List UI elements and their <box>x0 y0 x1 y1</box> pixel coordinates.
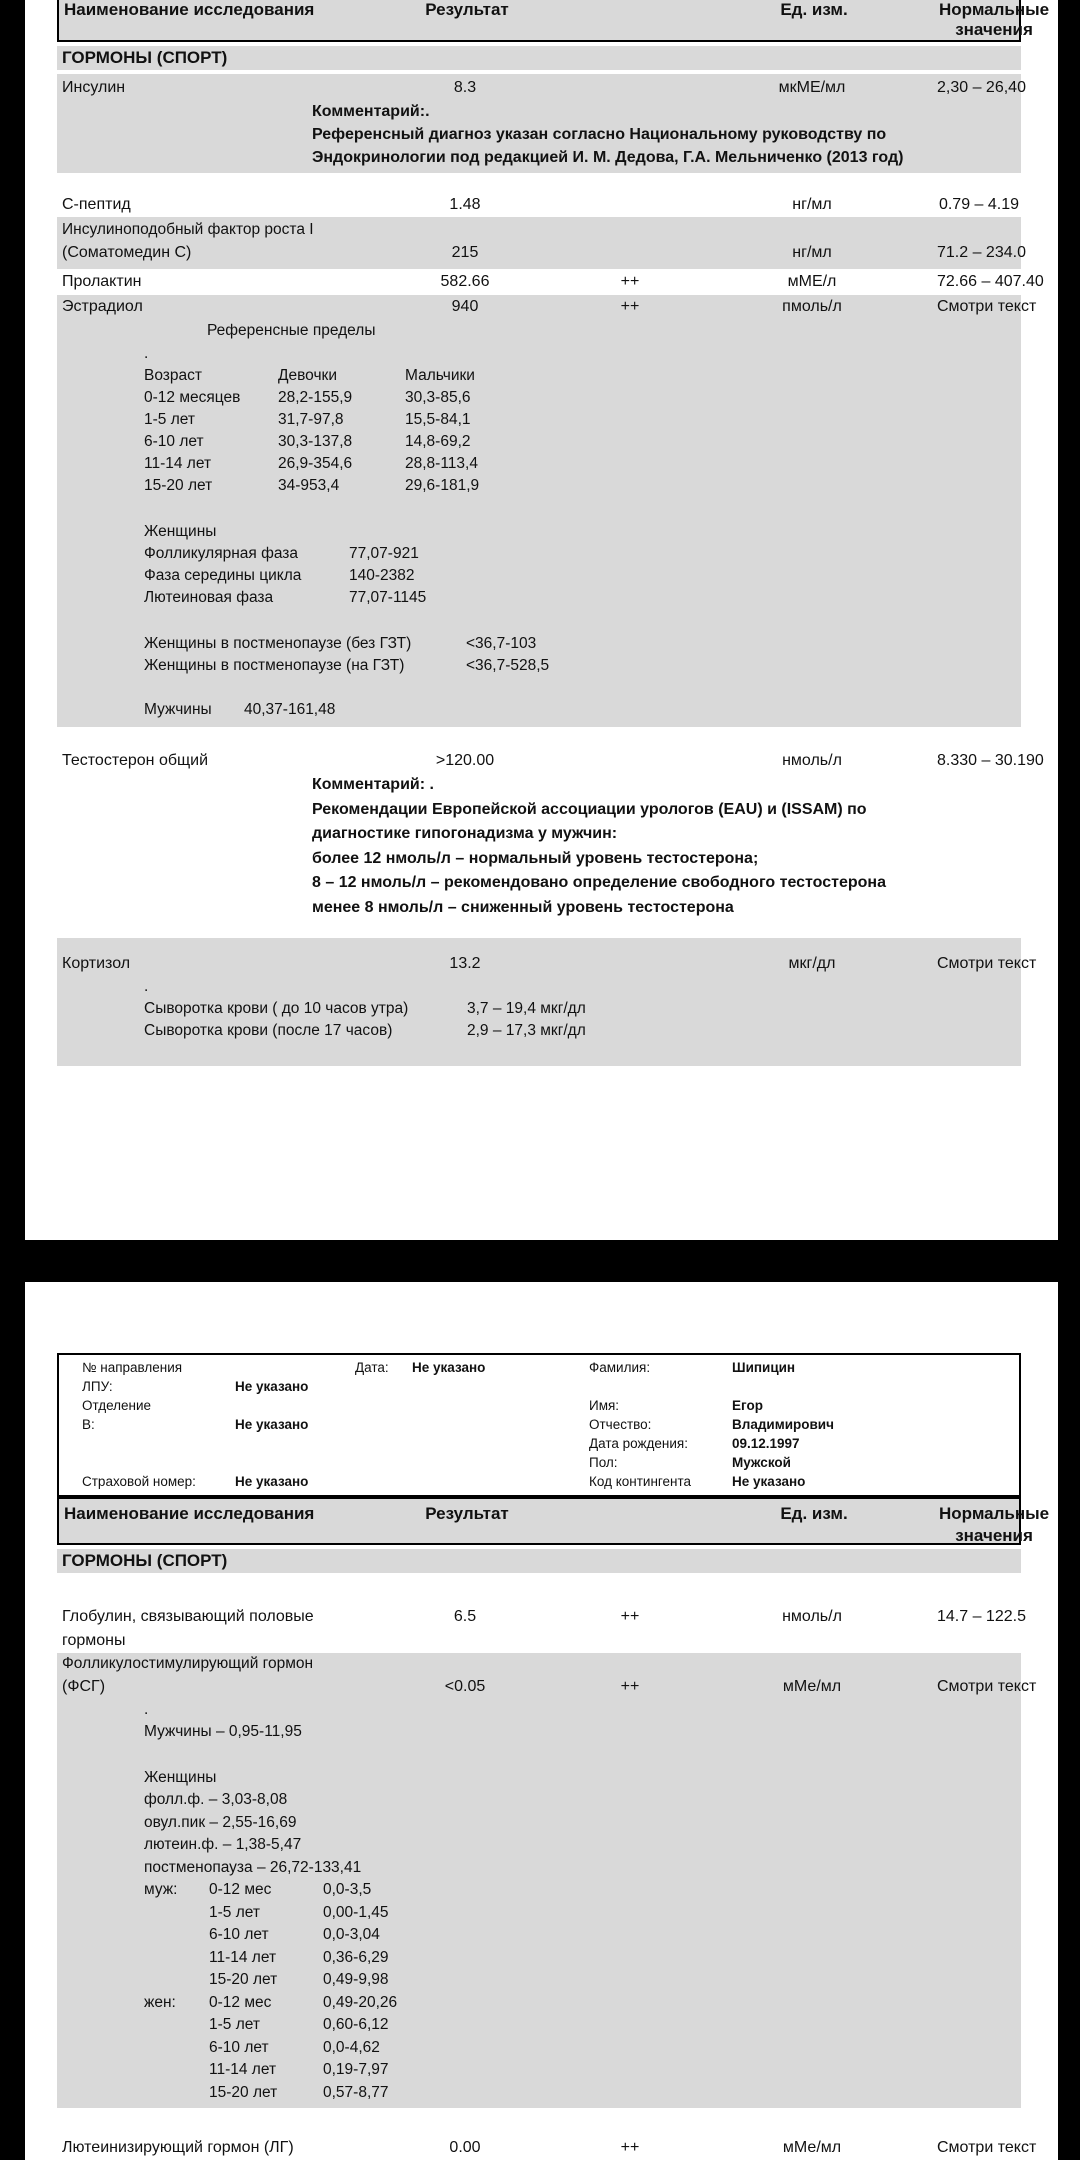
test-flag <box>573 76 687 100</box>
result-row-fsh <box>57 1675 1037 1699</box>
phase-label: Фолликулярная фаза <box>144 545 299 562</box>
age: 0-12 мес <box>209 1881 272 1898</box>
range: 0,60-6,12 <box>323 2016 389 2033</box>
age-ref-row <box>144 1924 1021 1947</box>
test-name-line1: Фолликулостимулирующий гормон <box>62 1655 314 1672</box>
result-block-estradiol <box>57 295 1037 727</box>
surname-value: Шипицин <box>732 1360 796 1375</box>
test-flag: ++ <box>620 273 640 290</box>
patient-row <box>59 1434 1019 1453</box>
women-ref-line: лютеин.ф. – 1,38-5,47 <box>144 1836 302 1853</box>
table-column-header <box>57 1497 1050 1545</box>
test-name: Пролактин <box>62 273 142 290</box>
age: 1-5 лет <box>209 2016 260 2033</box>
test-name: Эстрадиол <box>62 298 143 315</box>
age: 11-14 лет <box>144 455 212 472</box>
result-row-estradiol <box>57 295 1037 319</box>
col-header-result: Результат <box>425 1504 509 1523</box>
age-table-row <box>144 409 1021 431</box>
patient-row <box>59 1358 1019 1377</box>
sex-prefix <box>144 2037 209 2060</box>
dot-line: . <box>144 345 149 362</box>
test-units: мкг/дл <box>788 955 836 972</box>
age: 15-20 лет <box>144 477 213 494</box>
reference-title: Референсные пределы <box>207 322 376 339</box>
col-header-flag <box>575 0 689 40</box>
test-name-line2: (Соматомедин С) <box>62 244 192 261</box>
age: 15-20 лет <box>209 1971 278 1988</box>
age-ref-row <box>144 1992 1021 2015</box>
age-ref-row <box>144 1947 1021 1970</box>
col-header-flag <box>575 1503 689 1547</box>
age-table-row <box>144 475 1021 497</box>
range: 0,0-3,04 <box>323 1926 380 1943</box>
comment-line: Референсный диагноз указан согласно Национальному руководству по <box>312 126 887 143</box>
test-normal: 0.79 – 4.19 <box>938 196 1020 213</box>
test-result: 582.66 <box>440 273 490 290</box>
patient-row <box>59 1415 1019 1434</box>
test-name: Лютеинизирующий гормон (ЛГ) <box>62 2139 294 2156</box>
boys-range: 29,6-181,9 <box>405 477 480 494</box>
result-block-cortisol <box>57 938 1037 1066</box>
girls-range: 34-953,4 <box>278 477 340 494</box>
age-table-header <box>144 365 1021 387</box>
table-header-row <box>59 1503 1050 1547</box>
age: 15-20 лет <box>209 2083 278 2101</box>
sex-prefix: жен: <box>144 1993 176 2011</box>
surname-label: Фамилия: <box>589 1360 651 1375</box>
serum-ref-row <box>144 1020 1021 1042</box>
sex-prefix <box>144 2014 209 2037</box>
section-header: ГОРМОНЫ (СПОРТ) <box>57 46 1021 70</box>
postmeno-range: <36,7-528,5 <box>466 657 550 674</box>
test-flag: ++ <box>620 1608 640 1625</box>
comment-line: Рекомендации Европейской ассоциации урологов (EAU) и (ISSAM) по <box>312 800 867 818</box>
col-header-normal <box>939 1503 1049 1547</box>
age-table-row <box>144 453 1021 475</box>
range: 0,0-4,62 <box>323 2038 380 2056</box>
col-header-name: Наименование исследования <box>64 0 315 19</box>
col-header-normal <box>939 0 1049 40</box>
girls-range: 30,3-137,8 <box>278 433 353 450</box>
referral-number-label: № направления <box>82 1360 183 1375</box>
test-normal: 14.7 – 122.5 <box>937 1608 1026 1625</box>
test-name-line2: (ФСГ) <box>62 1678 106 1695</box>
test-units: нг/мл <box>792 196 832 213</box>
department-label: Отделение <box>82 1398 152 1413</box>
result-row-testosterone <box>57 749 1044 773</box>
age-ref-row <box>144 1879 1021 1902</box>
patient-row <box>59 1453 1019 1472</box>
col-header-result: Результат <box>425 0 509 19</box>
patient-info-box <box>57 1353 1021 1497</box>
age: 0-12 месяцев <box>144 389 241 406</box>
test-flag <box>573 952 687 976</box>
result-block-fsh <box>57 1653 1037 2108</box>
range: 0,49-20,26 <box>323 1993 398 2011</box>
doctor-label: В: <box>82 1417 95 1432</box>
firstname-label: Имя: <box>589 1398 620 1413</box>
women-ref-line: фолл.ф. – 3,03-8,08 <box>144 1791 288 1808</box>
testosterone-comment <box>312 773 1021 920</box>
spacer <box>57 677 1021 699</box>
col-header-units: Ед. изм. <box>780 1504 848 1523</box>
test-result: >120.00 <box>435 752 495 769</box>
firstname-value: Егор <box>732 1398 763 1413</box>
age: 11-14 лет <box>209 2061 277 2078</box>
postmeno-label: Женщины в постменопаузе (на ГЗТ) <box>144 657 405 674</box>
comment-line: диагностике гипогонадизма у мужчин: <box>312 825 618 842</box>
spacer <box>57 497 1021 521</box>
result-row-cortisol <box>57 952 1037 976</box>
serum-range: 2,9 – 17,3 мкг/дл <box>467 1022 586 1039</box>
test-normal: 8.330 – 30.190 <box>937 752 1044 769</box>
test-units: пмоль/л <box>782 298 842 315</box>
col-header-normal-line2: значения <box>955 1526 1033 1545</box>
result-block-testosterone <box>57 741 1044 920</box>
sex-prefix: муж: <box>144 1881 178 1898</box>
boys-col: Мальчики <box>405 367 475 384</box>
women-ref-line: овул.пик – 2,55-16,69 <box>144 1813 297 1831</box>
girls-range: 26,9-354,6 <box>278 455 353 472</box>
women-title: Женщины <box>144 523 217 540</box>
test-normal: 71.2 – 234.0 <box>937 244 1026 261</box>
test-normal: Смотри текст <box>937 955 1037 972</box>
test-result: 1.48 <box>449 196 481 213</box>
lpu-value: Не указано <box>235 1379 309 1394</box>
doctor-value: Не указано <box>235 1417 309 1432</box>
age-ref-row <box>144 2014 1021 2037</box>
postmeno-range: <36,7-103 <box>466 635 537 652</box>
test-units: нмоль/л <box>782 1608 842 1625</box>
comment-line: менее 8 нмоль/л – сниженный уровень тестостерона <box>312 898 734 916</box>
insulin-comment <box>312 100 1021 169</box>
comment-line: более 12 нмоль/л – нормальный уровень тестостерона; <box>312 849 759 867</box>
contingent-value: Не указано <box>732 1474 806 1489</box>
page-1 <box>25 0 1058 1240</box>
patronymic-label: Отчество: <box>589 1417 652 1432</box>
birthdate-label: Дата рождения: <box>589 1436 688 1451</box>
test-normal: Смотри текст <box>937 298 1037 315</box>
test-units: мМе/мл <box>782 1678 842 1695</box>
serum-label: Сыворотка крови ( до 10 часов утра) <box>144 1000 409 1017</box>
women-title: Женщины <box>144 1769 217 1786</box>
patient-row <box>59 1472 1019 1491</box>
serum-label: Сыворотка крови (после 17 часов) <box>144 1022 393 1039</box>
test-name-line1: Глобулин, связывающий половые <box>62 1608 314 1625</box>
date-value: Не указано <box>412 1360 486 1375</box>
col-header-units: Ед. изм. <box>780 0 848 19</box>
col-header-name: Наименование исследования <box>64 1504 315 1523</box>
col-header-normal-line2: значения <box>955 20 1033 39</box>
age-ref-row <box>144 1902 1021 1925</box>
test-flag: ++ <box>620 1678 640 1695</box>
test-name: Тестостерон общий <box>62 752 209 769</box>
test-result: 6.5 <box>453 1608 477 1625</box>
sex-prefix <box>144 1969 209 1992</box>
age-ref-row <box>144 2082 1021 2105</box>
result-row-igf1 <box>57 241 1026 265</box>
phase-label: Фаза середины цикла <box>144 567 302 584</box>
age: 1-5 лет <box>209 1903 260 1921</box>
sex-prefix <box>144 1902 209 1925</box>
sex-label: Пол: <box>589 1455 618 1470</box>
col-header-normal-line1: Нормальные <box>939 1504 1050 1523</box>
test-name-line2: гормоны <box>62 1632 126 1649</box>
age: 1-5 лет <box>144 411 195 428</box>
patient-row <box>59 1396 1019 1415</box>
test-units: нмоль/л <box>782 752 842 769</box>
spacer <box>57 1743 1021 1767</box>
women-ref-row <box>144 565 1021 587</box>
test-units: мМе/мл <box>782 2139 842 2156</box>
dot-line: . <box>144 1701 149 1718</box>
spacer <box>57 609 1021 633</box>
test-result: 13.2 <box>449 955 481 972</box>
age: 6-10 лет <box>144 433 204 450</box>
test-name: Инсулин <box>62 79 126 96</box>
test-result: <0.05 <box>444 1678 486 1695</box>
test-name: Кортизол <box>62 955 131 972</box>
phase-range: 140-2382 <box>349 567 415 584</box>
phase-range: 77,07-921 <box>349 545 419 562</box>
boys-range: 15,5-84,1 <box>405 411 471 428</box>
insurance-label: Страховой номер: <box>82 1474 196 1489</box>
patient-row <box>59 1377 1019 1396</box>
age-table-row <box>144 431 1021 453</box>
test-units: нг/мл <box>792 244 832 261</box>
section-header: ГОРМОНЫ (СПОРТ) <box>57 1549 1021 1573</box>
men-ref-row <box>144 699 1021 721</box>
test-flag: ++ <box>620 298 640 315</box>
result-row-insulin <box>57 76 1026 100</box>
result-row-prolactin <box>57 269 1044 295</box>
lpu-label: ЛПУ: <box>82 1379 113 1394</box>
test-name: С-пептид <box>62 196 131 213</box>
patronymic-value: Владимирович <box>732 1417 834 1432</box>
men-label: Мужчины <box>144 701 212 718</box>
test-normal: 2,30 – 26,40 <box>937 79 1026 96</box>
test-normal: 72.66 – 407.40 <box>937 273 1044 290</box>
age-ref-row <box>144 2037 1021 2060</box>
test-flag: ++ <box>620 2139 640 2156</box>
comment-line: Комментарий: . <box>312 776 434 793</box>
test-units: мМЕ/л <box>787 273 837 290</box>
range: 0,36-6,29 <box>323 1948 389 1966</box>
age-ref-row <box>144 2059 1021 2082</box>
postmenopause-ref-row <box>144 633 1021 655</box>
serum-range: 3,7 – 19,4 мкг/дл <box>467 1000 586 1017</box>
boys-range: 14,8-69,2 <box>405 433 471 450</box>
insurance-value: Не указано <box>235 1474 309 1489</box>
dot-line: . <box>144 978 149 995</box>
test-result: 215 <box>451 244 479 261</box>
result-row-lh <box>57 2136 1037 2160</box>
sex-value: Мужской <box>732 1455 791 1470</box>
test-normal: Смотри текст <box>937 2139 1037 2156</box>
birthdate-value: 09.12.1997 <box>732 1436 800 1451</box>
women-ref-line: постменопауза – 26,72-133,41 <box>144 1858 362 1876</box>
date-label: Дата: <box>355 1360 389 1375</box>
test-result: 8.3 <box>453 79 477 96</box>
range: 0,19-7,97 <box>323 2061 389 2078</box>
contingent-label: Код контингента <box>589 1474 692 1489</box>
age-col: Возраст <box>144 367 202 384</box>
age: 6-10 лет <box>209 1926 269 1943</box>
range: 0,00-1,45 <box>323 1903 389 1921</box>
women-ref-row <box>144 543 1021 565</box>
result-block-insulin <box>57 74 1026 173</box>
result-row-shbg <box>57 1605 1026 1629</box>
test-result: 0.00 <box>449 2139 481 2156</box>
test-flag <box>573 241 687 265</box>
col-header-normal-line1: Нормальные <box>939 0 1050 19</box>
result-row-shbg-line2 <box>57 1629 1021 1653</box>
result-row-c-peptide <box>57 193 1021 217</box>
result-block-shbg <box>57 1605 1026 1653</box>
postmenopause-ref-row <box>144 655 1021 677</box>
men-ref-line: Мужчины – 0,95-11,95 <box>144 1723 302 1740</box>
results-table-page2 <box>57 1282 1050 2160</box>
range: 0,57-8,77 <box>323 2083 389 2101</box>
age: 6-10 лет <box>209 2038 269 2056</box>
sex-prefix <box>144 2082 209 2105</box>
boys-range: 30,3-85,6 <box>405 389 471 406</box>
test-units: мкМЕ/мл <box>778 79 846 96</box>
test-flag <box>573 193 687 217</box>
phase-range: 77,07-1145 <box>349 589 427 606</box>
age: 11-14 лет <box>209 1948 277 1966</box>
girls-range: 31,7-97,8 <box>278 411 344 428</box>
test-normal: Смотри текст <box>937 1678 1037 1695</box>
comment-line: Эндокринологии под редакцией И. М. Дедова, Г.А. Мельниченко (2013 год) <box>312 149 904 166</box>
postmeno-label: Женщины в постменопаузе (без ГЗТ) <box>144 635 412 652</box>
sex-prefix <box>144 1924 209 1947</box>
results-table-page1 <box>57 0 1050 1066</box>
phase-label: Лютеиновая фаза <box>144 589 274 606</box>
men-range: 40,37-161,48 <box>244 701 336 718</box>
test-name-line1: Инсулиноподобный фактор роста I <box>62 221 314 238</box>
range: 0,0-3,5 <box>323 1881 372 1898</box>
table-header-row <box>59 0 1050 40</box>
range: 0,49-9,98 <box>323 1971 389 1988</box>
test-result: 940 <box>451 298 479 315</box>
age: 0-12 мес <box>209 1993 272 2011</box>
page-2 <box>25 1282 1058 2160</box>
comment-line: 8 – 12 нмоль/л – рекомендовано определение свободного тестостерона <box>312 874 886 891</box>
table-column-header <box>57 0 1050 42</box>
girls-col: Девочки <box>278 367 337 384</box>
comment-line: Комментарий:. <box>312 103 430 120</box>
serum-ref-row <box>144 998 1021 1020</box>
sex-prefix <box>144 2059 209 2082</box>
boys-range: 28,8-113,4 <box>405 455 478 472</box>
result-block-igf1 <box>57 217 1026 269</box>
age-table-row <box>144 387 1021 409</box>
girls-range: 28,2-155,9 <box>278 389 353 406</box>
women-ref-row <box>144 587 1021 609</box>
sex-prefix <box>144 1947 209 1970</box>
age-ref-row <box>144 1969 1021 1992</box>
test-flag <box>573 749 687 773</box>
